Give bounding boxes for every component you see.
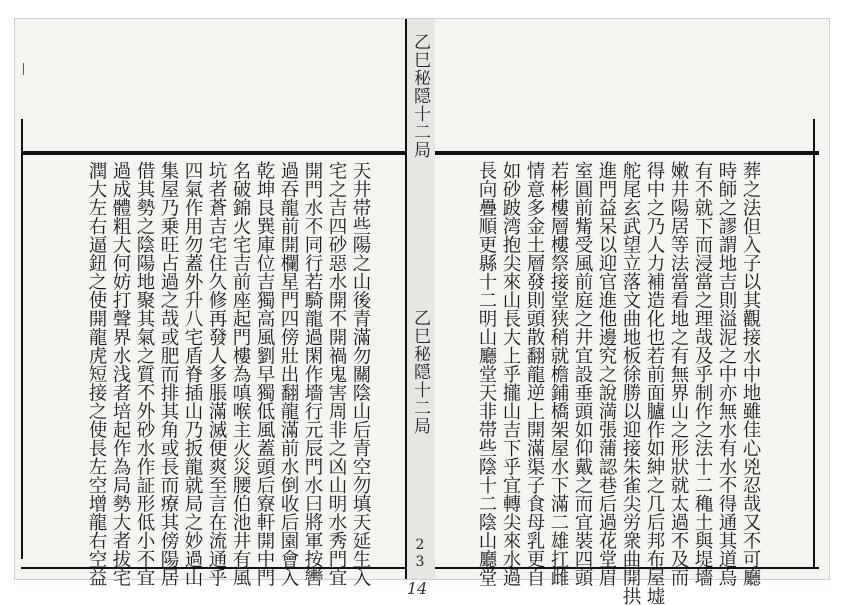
text-column: 嫩井陽居等法當看地之有無界山之形狀就太過不及而: [668, 161, 689, 587]
left-margin-rule: [21, 119, 23, 559]
scanned-book-spread: [14, 18, 830, 605]
text-column: 過吞龍前開欄星門四傍壯出翻龍滿前水倒收后園會入: [278, 161, 299, 587]
text-column: 潤大左右逼鈕之使開龍虎短接之使長左空增龍右空益: [86, 161, 107, 587]
text-column: 若彬樓層樓祭接堂狭稍就檐鋪橋架屋水下滿二雄扛雌: [548, 161, 569, 587]
text-column: 集屋乃乗旺占過之哉或肥而排其角或長而療其傍陽居: [158, 161, 179, 587]
text-column: 葬之法但入子以其觀接水中地雖佳心兇忍哉又不可廳: [740, 161, 761, 587]
text-column: 如砂跛湾抱尖來山長大上乎攏山吉下乎宜轉尖來水過: [500, 161, 521, 587]
left-running-head: 乙巳秘隠十二局: [410, 33, 430, 159]
text-column: 開門水不同行若騎龍過閑作墻行元辰門水曰將軍按轡: [302, 161, 323, 587]
text-column: 長向疊順更縣十二明山廳堂天非帯些陰十二陰山廳堂: [476, 161, 497, 587]
text-column: 時師之謬謂地吉則溢泥之中亦無水有水不得通其道烏: [716, 161, 737, 587]
right-page: [435, 19, 829, 605]
handwritten-folio-number: 14: [407, 579, 428, 598]
page-number: 23: [412, 537, 428, 571]
right-margin-rule: [813, 119, 815, 569]
text-column: 情意多金土層發則頭散翻龍逆上開滿渠子食母乳更自: [524, 161, 545, 587]
text-column: 進門益呆以迎官進他邊究之說満張蒲認巷后過花堂眉: [596, 161, 617, 587]
left-page-top-rule: [21, 151, 405, 155]
right-running-head: 乙巳秘隠十二局: [410, 309, 430, 435]
text-column: 坑者蒼吉宅住久修再發人多脹滿滅便爽至言在流通乎: [206, 161, 227, 587]
text-column: 有不就下而浸當之理哉及乎制作之法十二穐土與堤墻: [692, 161, 713, 587]
text-column: 室圓前觜受風前庭之井宜設垂頭如仰戴之而宜裝四頭: [572, 161, 593, 587]
text-column: 得中之乃人力補造化也若前面臚作如紳之几后邦布屋墟: [644, 161, 665, 605]
text-column: 借其勢之陰陽地聚其氣之質不外砂水作証形低小不宜: [134, 161, 155, 587]
text-column: 天井帯些陽之山後青滿勿關陰山后青空勿填天延生入: [350, 161, 371, 587]
text-column: 乾坤艮巽庫位吉獨高風劉早獨低風蓋頭后寮軒開中門: [254, 161, 275, 587]
text-column: 宅之吉四砂惡水開不開禍鬼害周非之凶山明水秀門宜: [326, 161, 347, 587]
left-page-margin-marks: 丨: [17, 63, 31, 78]
left-page-text: [85, 161, 371, 587]
text-column: 四氣作用勿蓋外升八宅盾脊插山乃扳龍就局之妙過山: [182, 161, 203, 587]
right-page-text: [475, 161, 761, 605]
book-spine: [405, 19, 439, 579]
text-column: 名破錦火宅吉前座起門樓為嗔喉主火災腰伯池井有風: [230, 161, 251, 587]
text-column: 過成體粗大何妨打聲界水浅者培起作為局勢大者拔宅: [110, 161, 131, 587]
text-column: 舵尾玄武望立落文曲地板徐勝以迎接朱雀尖労衆曲開拱: [620, 161, 641, 605]
left-page: [15, 19, 405, 587]
right-page-top-rule: [435, 151, 819, 155]
